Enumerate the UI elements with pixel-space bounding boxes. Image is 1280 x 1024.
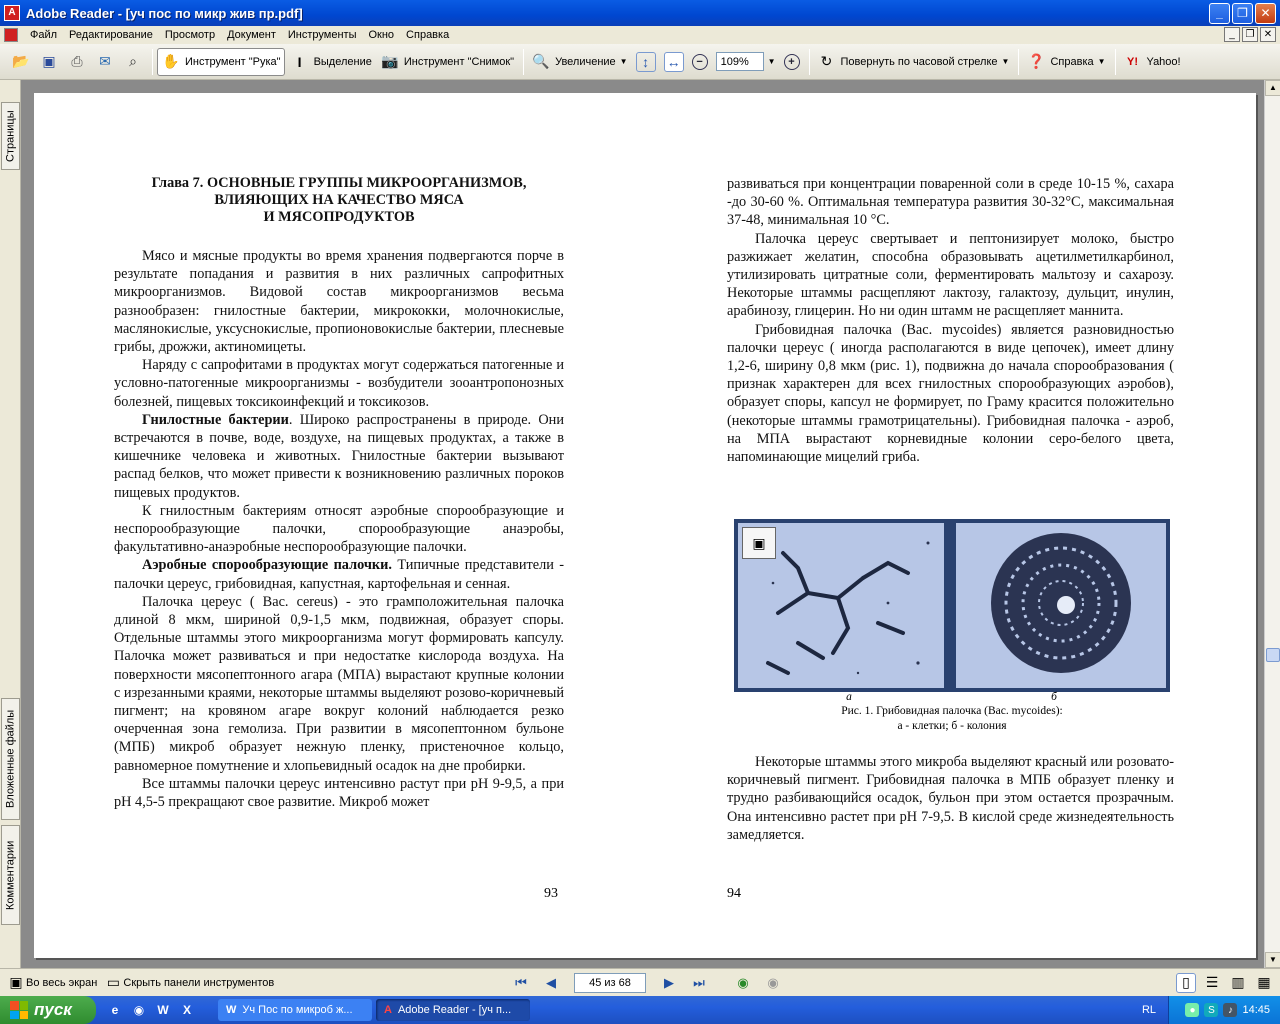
hide-toolbars-icon[interactable]: ▭ bbox=[106, 974, 120, 990]
print-icon[interactable]: ⎙ bbox=[71, 53, 83, 69]
paragraph: Палочка цереус свертывает и пептонизирует молоко, быстро разжижает желатин, способна образовывать ацетилметилкарбинол, утилизировать цитратные соли, ферментировать мальтозу и сахарозу. Некоторые штаммы расщепляют лактозу, галактозу, дульцит, инулин, арабинозу, глицерин. Но ни один штамм не расщепляет маннита. bbox=[727, 230, 1174, 320]
zoom-dropdown-icon[interactable]: ▼ bbox=[767, 57, 776, 66]
skype-icon[interactable]: S bbox=[1204, 1003, 1218, 1017]
fit-height-icon[interactable]: ↕ bbox=[636, 52, 656, 72]
browser-icon[interactable]: ◉ bbox=[133, 1003, 145, 1017]
paragraph: Наряду с сапрофитами в продуктах могут содержаться патогенные и условно-патогенные микроорганизмы - возбудители зооантропонозных болезней, пищевых токсикоинфекций и токсикозов. bbox=[114, 357, 564, 410]
fullscreen-icon[interactable]: ▣ bbox=[9, 974, 23, 990]
scroll-up-arrow-icon[interactable]: ▲ bbox=[1265, 80, 1280, 96]
page-number-left: 93 bbox=[544, 886, 558, 901]
right-page-text bbox=[727, 175, 1174, 466]
ie-icon[interactable]: e bbox=[111, 1003, 119, 1017]
paragraph: развиваться при концентрации поваренной соли в среде 10-15 %, сахара -до 30-60 %. Оптимальная температура развития 30-32°С, максимальная 37-48, минимальная 10 °С. bbox=[727, 176, 1174, 229]
adobe-reader-icon: A bbox=[4, 5, 20, 21]
single-page-view-icon[interactable]: ▯ bbox=[1176, 973, 1196, 993]
scroll-down-arrow-icon[interactable]: ▼ bbox=[1265, 952, 1280, 968]
word-icon: W bbox=[226, 1004, 237, 1016]
menu-view[interactable]: Просмотр bbox=[164, 29, 216, 41]
tab-pages[interactable]: Страницы bbox=[1, 102, 20, 170]
left-page-text bbox=[114, 247, 564, 811]
figure-caption-legend: а - клетки; б - колония bbox=[897, 720, 1007, 732]
open-folder-icon[interactable]: 📂 bbox=[12, 53, 30, 69]
menu-edit[interactable]: Редактирование bbox=[69, 29, 153, 41]
zoom-input[interactable] bbox=[716, 52, 764, 71]
email-icon[interactable]: ✉ bbox=[99, 53, 111, 69]
paragraph: Аэробные спорообразующие палочки. Типичные представители - палочки цереус, грибовидная, капустная, картофельная и сенная. bbox=[114, 557, 565, 592]
maximize-button[interactable]: ❐ bbox=[1232, 3, 1253, 24]
excel-icon[interactable]: X bbox=[182, 1003, 191, 1017]
statusbar bbox=[0, 968, 1280, 996]
menu-document[interactable]: Документ bbox=[227, 29, 276, 41]
navigation-panel bbox=[0, 80, 21, 968]
figure-panel-colony bbox=[956, 523, 1166, 688]
help-button[interactable]: ❓ Справка ▼ bbox=[1023, 48, 1108, 76]
continuous-view-icon[interactable]: ☰ bbox=[1205, 974, 1219, 990]
yahoo-icon: Y! bbox=[1127, 55, 1139, 68]
menu-file[interactable]: Файл bbox=[30, 29, 58, 41]
snapshot-overlay-icon[interactable]: ▣ bbox=[742, 527, 776, 559]
fit-width-icon[interactable]: ↔ bbox=[664, 52, 684, 72]
zoom-tool-button[interactable]: 🔍 Увеличение ▼ bbox=[528, 48, 631, 76]
adobe-reader-icon: A bbox=[384, 1004, 392, 1016]
word-icon[interactable]: W bbox=[157, 1003, 169, 1017]
chevron-down-icon: ▼ bbox=[1001, 57, 1010, 66]
language-indicator[interactable]: RL bbox=[1141, 1004, 1156, 1016]
magnifier-icon: 🔍 bbox=[532, 53, 550, 69]
right-page-text-bottom bbox=[727, 753, 1174, 844]
save-icon[interactable]: ▣ bbox=[42, 53, 56, 69]
snapshot-tool-button[interactable]: 📷 Инструмент "Снимок" bbox=[377, 48, 517, 76]
clock: 14:45 bbox=[1242, 1004, 1270, 1016]
chevron-down-icon: ▼ bbox=[1097, 57, 1106, 66]
task-word-document[interactable]: W Уч Пос по микроб ж... bbox=[218, 999, 372, 1021]
menubar bbox=[0, 26, 1280, 44]
figure-label-b: б bbox=[1051, 691, 1057, 703]
start-button[interactable]: пуск bbox=[0, 996, 96, 1024]
paragraph: Палочка цереус ( Bac. cereus) - это грамположительная палочка длиной 8 мкм, шириной 0,9-1,5 мкм, подвижная, образует споры. Отдельные штаммы этого микроорганизма могут формировать капсулу. Палочка может развиваться и при недостатке кислорода воздуха. На поверхности мясопептонного агара (МПА) вырастают крупные колонии с изрезанными краями, некоторые штаммы выделяют розово-коричневый пигмент; на кровяном агаре вокруг колоний наблюдается резко очерченная зона гемолиза. При развитии в мясопептонном бульоне (МПБ) микроб образует нежную пленку, пристеночное кольцо, равномерное помутнение и хлопьевидный осадок на дне пробирки. bbox=[114, 593, 564, 774]
toolbar bbox=[0, 44, 1280, 80]
window-title: Adobe Reader - [уч пос по микр жив пр.pdf] bbox=[26, 5, 303, 21]
chapter-title: Глава 7. ОСНОВНЫЕ ГРУППЫ МИКРООРГАНИЗМОВ, ВЛИЯЮЩИХ НА КАЧЕСТВО МЯСА И МЯСОПРОДУКТОВ bbox=[151, 175, 527, 225]
figure-label-a: а bbox=[846, 691, 852, 703]
windows-flag-icon bbox=[10, 1001, 28, 1019]
close-button[interactable]: ✕ bbox=[1255, 3, 1276, 24]
task-adobe-reader[interactable]: A Adobe Reader - [уч п... bbox=[376, 999, 530, 1021]
figure-mycoides bbox=[734, 519, 1170, 692]
pdf-page-spread bbox=[34, 93, 1256, 958]
forward-icon[interactable]: ◉ bbox=[767, 974, 779, 990]
facing-view-icon[interactable]: ▥ bbox=[1231, 974, 1245, 990]
rotate-clockwise-button[interactable]: ↻ Повернуть по часовой стрелке ▼ bbox=[814, 48, 1013, 76]
search-binoculars-icon[interactable]: ⌕ bbox=[129, 53, 137, 69]
document-viewport[interactable] bbox=[21, 80, 1264, 968]
page-number-input[interactable] bbox=[574, 973, 646, 993]
scroll-thumb[interactable] bbox=[1266, 648, 1280, 662]
help-icon: ❓ bbox=[1027, 53, 1046, 69]
page-number-right: 94 bbox=[727, 886, 741, 901]
text-cursor-icon: I bbox=[297, 53, 302, 70]
network-icon[interactable]: ● bbox=[1185, 1003, 1199, 1017]
taskbar bbox=[0, 996, 1280, 1024]
paragraph: Некоторые штаммы этого микроба выделяют красный или розовато-коричневый пигмент. Грибовидная палочка в МПБ образует пленку и трудно разбивающийся осадок, бульон при этом остается прозрачным. Она интенсивно растет при рН 7-9,5. В кислой среде жизнедеятельность замедляется. bbox=[727, 754, 1174, 843]
paragraph: Мясо и мясные продукты во время хранения подвергаются порче в результате попадания и развития в них различных сапрофитных микроорганизмов. Видовой состав микроорганизмов весьма разнообразен: гнилостные бактерии, микрококки, молочнокислые, маслянокислые, уксуснокислые, пропионовокислые бактерии, плесневые грибы, дрожжи, актиномицеты. bbox=[114, 248, 564, 356]
menu-help[interactable]: Справка bbox=[406, 29, 450, 41]
doc-restore-button[interactable]: ❐ bbox=[1242, 27, 1258, 42]
chevron-down-icon: ▼ bbox=[619, 57, 628, 66]
zoom-in-icon[interactable]: + bbox=[784, 54, 800, 70]
first-page-icon[interactable]: ⏮ bbox=[515, 974, 527, 990]
menu-tools[interactable]: Инструменты bbox=[287, 29, 357, 41]
figure-caption: Рис. 1. Грибовидная палочка (Bac. mycoides): bbox=[841, 705, 1063, 717]
window-titlebar[interactable] bbox=[0, 0, 1280, 26]
quick-launch bbox=[106, 1001, 196, 1019]
hand-icon: ✋ bbox=[162, 53, 180, 69]
doc-minimize-button[interactable]: _ bbox=[1224, 27, 1240, 42]
hide-toolbars-button[interactable]: Скрыть панели инструментов bbox=[123, 976, 275, 989]
rotate-icon: ↻ bbox=[820, 53, 833, 69]
yahoo-button[interactable]: Y! Yahoo! bbox=[1120, 48, 1184, 76]
hand-tool-button[interactable]: ✋ Инструмент "Рука" bbox=[157, 48, 285, 76]
volume-icon[interactable]: ♪ bbox=[1223, 1003, 1237, 1017]
continuous-facing-view-icon[interactable]: ▦ bbox=[1257, 974, 1271, 990]
camera-icon: 📷 bbox=[381, 53, 399, 69]
previous-page-icon[interactable]: ◀ bbox=[546, 974, 556, 990]
menu-window[interactable]: Окно bbox=[368, 29, 395, 41]
tab-comments[interactable]: Комментарии bbox=[1, 825, 20, 925]
doc-close-button[interactable]: ✕ bbox=[1260, 27, 1276, 42]
minimize-button[interactable]: _ bbox=[1209, 3, 1230, 24]
vertical-scrollbar[interactable] bbox=[1264, 80, 1280, 968]
document-icon bbox=[4, 28, 18, 42]
paragraph: Гнилостные бактерии. Широко распространены в природе. Они встречаются в почве, воде, воздухе, на пищевых продуктах, а также в кишечнике человека и животных. Гнилостные бактерии вызывают распад белков, что может привести к возникновению различных пороков пищевых продуктов. bbox=[114, 411, 564, 501]
paragraph: К гнилостным бактериям относят аэробные спорообразующие и неспорообразующие палочки, спорообразующие анаэробы, факультативно-анаэробные неспорообразующие палочки. bbox=[114, 502, 564, 556]
paragraph: Грибовидная палочка (Bac. mycoides) является разновидностью палочки цереус ( иногда располагаются в виде цепочек), имеет длину 1,2-6, ширину 0,8 мкм (рис. 1), подвижна до начала спорообразования ( признак характерен для всех гнилостных спорообразующих аэробов), образует споры, капсул не формирует, по Граму красится положительно (некоторые штаммы грамотрицательны). Грибовидная палочка - аэроб, на МПА вырастают корневидные колонии серо-белого цвета, напоминающие мицелий гриба. bbox=[727, 321, 1174, 466]
next-page-icon[interactable]: ▶ bbox=[664, 974, 674, 990]
paragraph: Все штаммы палочки цереус интенсивно растут при рН 9-9,5, а при рН 4,5-5 прекращают свое развитие. Микроб может bbox=[114, 775, 564, 811]
tab-attachments[interactable]: Вложенные файлы bbox=[1, 698, 20, 820]
fullscreen-button[interactable]: Во весь экран bbox=[26, 976, 98, 989]
colony-micrograph bbox=[956, 523, 1166, 688]
zoom-out-icon[interactable]: − bbox=[692, 54, 708, 70]
last-page-icon[interactable]: ⏭ bbox=[693, 974, 705, 990]
select-tool-button[interactable]: I Выделение bbox=[287, 48, 375, 76]
back-icon[interactable]: ◉ bbox=[737, 974, 749, 990]
system-tray bbox=[1168, 996, 1280, 1024]
